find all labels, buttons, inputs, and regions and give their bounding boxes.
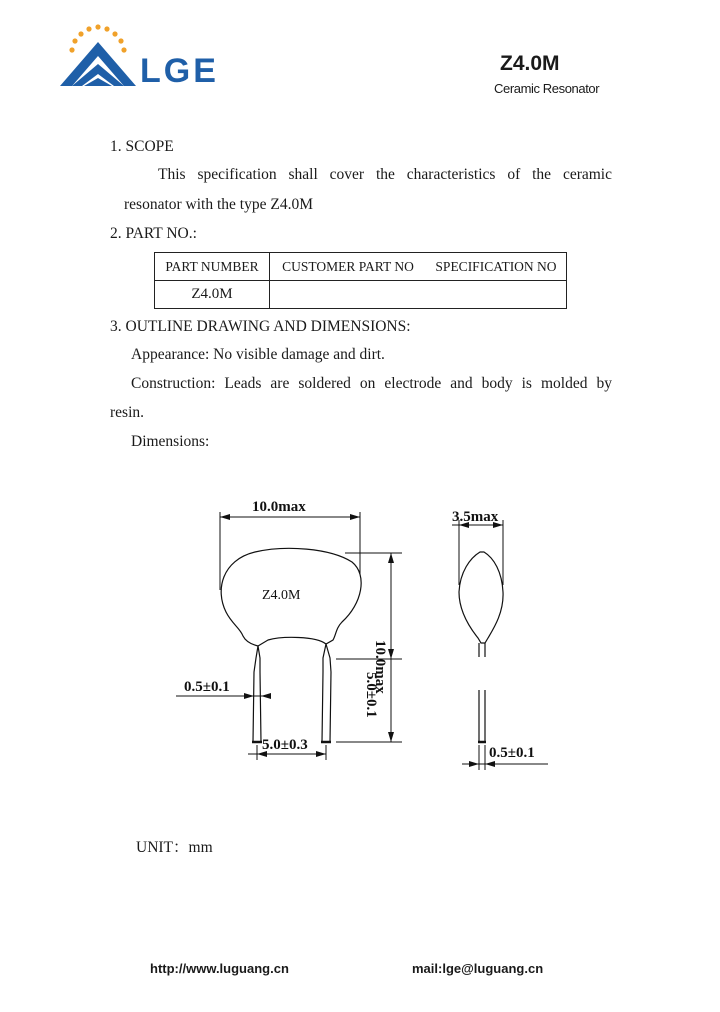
height-dimension-label: 10.0max bbox=[372, 640, 388, 694]
side-lead-width-dimension-label: 0.5±0.1 bbox=[489, 745, 535, 761]
side-lead bbox=[478, 643, 486, 742]
model-subtitle: Ceramic Resonator bbox=[494, 81, 600, 96]
width-dimension-label: 10.0max bbox=[252, 499, 306, 515]
footer-email-link[interactable]: mail:lge@luguang.cn bbox=[412, 961, 544, 976]
table-cell bbox=[270, 281, 567, 309]
construction-text-line2: resin. bbox=[110, 404, 145, 421]
unit-label: UNIT：mm bbox=[136, 839, 213, 856]
lge-logo bbox=[58, 22, 238, 92]
appearance-text: Appearance: No visible damage and dirt. bbox=[131, 346, 385, 363]
brand-text: LGE bbox=[140, 52, 219, 90]
outline-heading: 3. OUTLINE DRAWING AND DIMENSIONS: bbox=[110, 318, 411, 335]
thickness-dimension-label: 3.5max bbox=[452, 509, 499, 525]
lead-pitch-dimension-label: 5.0±0.3 bbox=[262, 737, 308, 753]
table-row bbox=[155, 281, 567, 309]
lead-length-dimension-label: 5.0±0.1 bbox=[363, 672, 379, 718]
model-title: Z4.0M bbox=[500, 52, 560, 75]
resonator-body-side bbox=[459, 552, 503, 643]
height-dimension bbox=[336, 553, 402, 659]
table-cell: Z4.0M bbox=[155, 281, 270, 309]
footer-website-link[interactable]: http://www.luguang.cn bbox=[150, 961, 289, 976]
dimensions-label: Dimensions: bbox=[131, 433, 210, 450]
width-dimension bbox=[220, 512, 360, 590]
lead-width-dimension-label: 0.5±0.1 bbox=[184, 679, 230, 695]
part-no-heading: 2. PART NO.: bbox=[110, 225, 197, 242]
front-leads bbox=[252, 644, 331, 742]
thickness-dimension bbox=[452, 520, 503, 585]
outline-drawing bbox=[160, 488, 580, 778]
scope-text-line1: This specification shall cover the characteristics of the ceramic bbox=[158, 166, 612, 183]
table-header-cell: PART NUMBER bbox=[155, 253, 270, 281]
table-header-cell: CUSTOMER PART NO bbox=[270, 253, 427, 281]
body-label: Z4.0M bbox=[262, 588, 301, 603]
construction-text-line1: Construction: Leads are soldered on electrode and body is molded by bbox=[131, 375, 612, 392]
table-header-row bbox=[155, 253, 567, 281]
table-header-cell: SPECIFICATION NO bbox=[426, 253, 567, 281]
part-number-table bbox=[154, 252, 567, 309]
scope-heading: 1. SCOPE bbox=[110, 138, 174, 155]
scope-text-line2: resonator with the type Z4.0M bbox=[124, 196, 313, 213]
